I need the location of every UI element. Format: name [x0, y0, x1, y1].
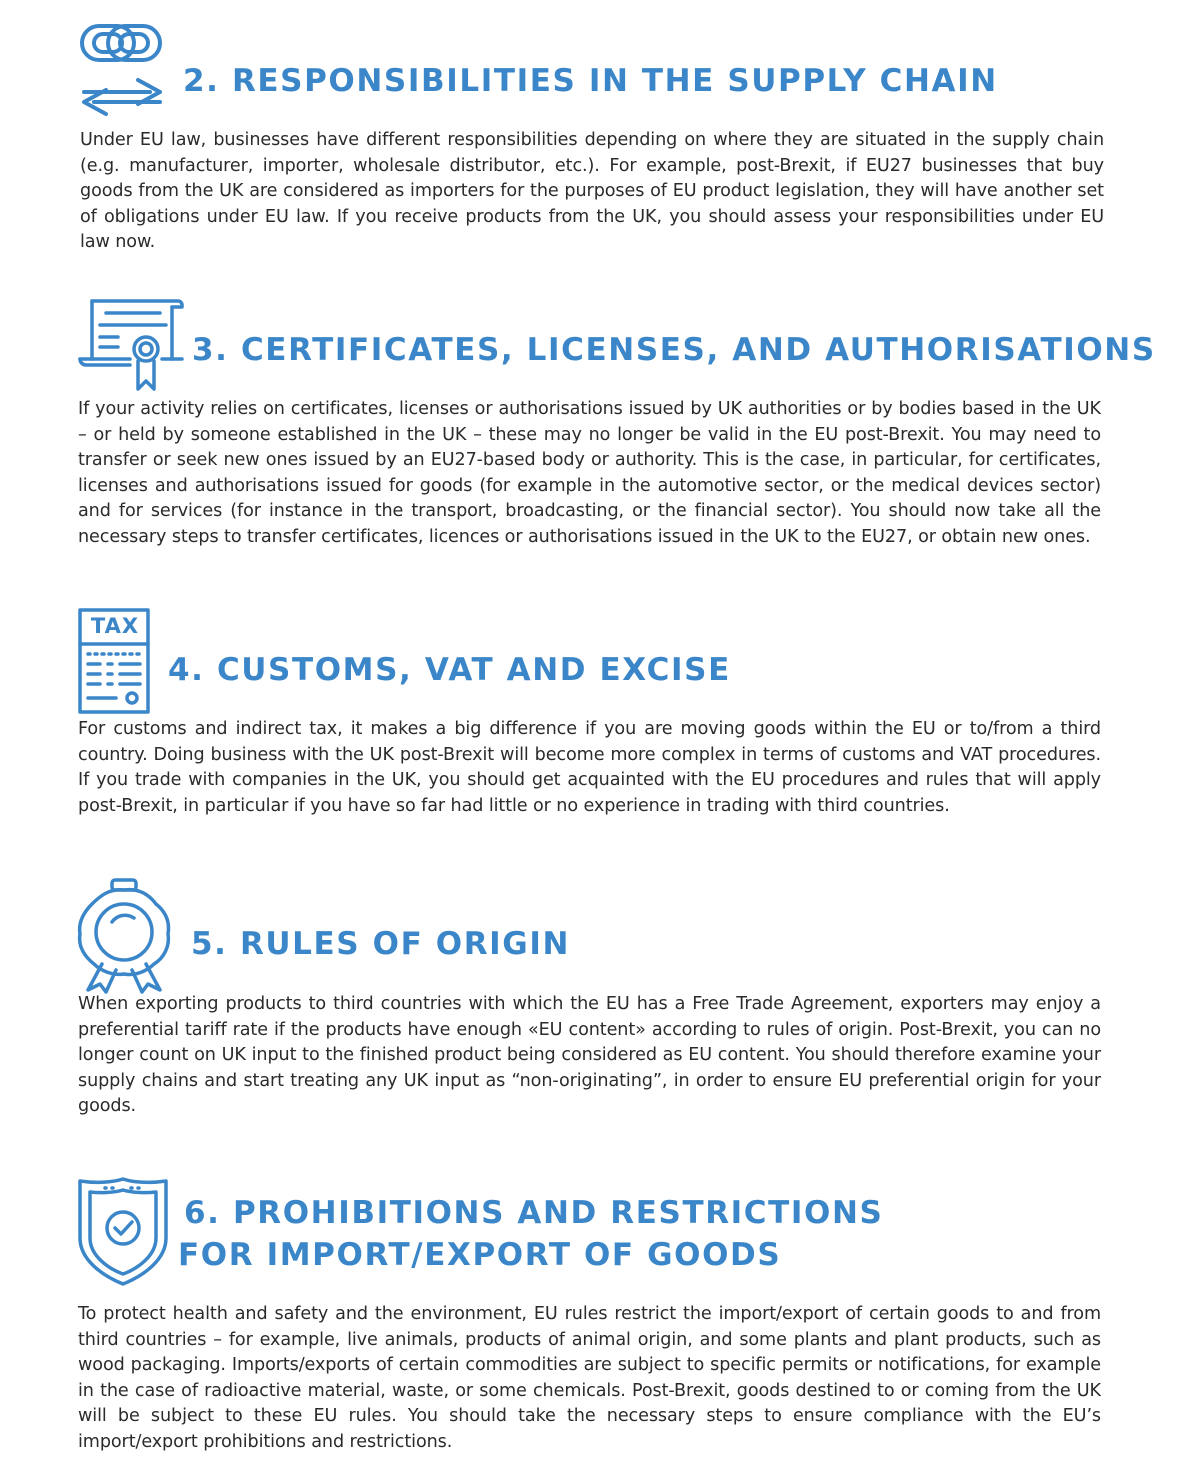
section-heading-line-1: 6. PROHIBITIONS AND RESTRICTIONS: [184, 1195, 884, 1231]
section-body: Under EU law, businesses have different responsibilities depending on where they are situated in the supply chain (e.g. manufacturer, importer, wholesale distributor, etc.). For example, post-Brexit, if EU27 businesses that buy goods from the UK are considered as importers for the purposes of EU product legislation, they will have another set of obligations under EU law. If you receive products from the UK, you should assess your responsibilities under EU law now.: [80, 130, 1104, 253]
section-heading: 4. CUSTOMS, VAT AND EXCISE: [168, 652, 731, 688]
section-heading: 3. CERTIFICATES, LICENSES, AND AUTHORISATIONS: [192, 332, 1156, 368]
shield-check-icon: [77, 1176, 169, 1288]
wax-seal-icon: [76, 878, 172, 994]
section-body: To protect health and safety and the environment, EU rules restrict the import/export of certain goods to and from third countries – for example, live animals, products of animal origin, and some plants and plant products, such as wood packaging. Imports/exports of certain commodities are subject to specific permits or notifications, for example in the case of radioactive material, waste, or some chemicals. Post-Brexit, goods destined to or coming from the UK will be subject to these EU rules. You should take the necessary steps to ensure compliance with the EU’s import/export prohibitions and restrictions.: [78, 1304, 1101, 1452]
chain-link-arrows-icon: [80, 22, 166, 118]
section-body: For customs and indirect tax, it makes a big difference if you are moving goods within the EU or to/from a third country. Doing business with the UK post-Brexit will become more complex in terms of customs and VAT procedures. If you trade with companies in the UK, you should get acquainted with the EU procedures and rules that will apply post-Brexit, in particular if you have so far had little or no experience in trading with third countries.: [78, 719, 1101, 816]
tax-document-icon: [78, 608, 152, 716]
section-heading: 2. RESPONSIBILITIES IN THE SUPPLY CHAIN: [183, 63, 998, 99]
tax-label: TAX: [90, 614, 140, 638]
certificate-icon: [78, 297, 184, 395]
section-heading-line-2: FOR IMPORT/EXPORT OF GOODS: [178, 1237, 782, 1273]
section-body: If your activity relies on certificates, licenses or authorisations issued by UK authorities or by bodies based in the UK – or held by someone established in the UK – these may no longer be valid in the EU post-Brexit. You may need to transfer or seek new ones issued by an EU27-based body or authority. This is the case, in particular, for certificates, licenses and authorisations issued for goods (for example in the automotive sector, or the medical devices sector) and for services (for instance in the transport, broadcasting, or the financial sector). You should now take all the necessary steps to transfer certificates, licences or authorisations issued in the UK to the EU27, or obtain new ones.: [78, 399, 1101, 547]
section-body: When exporting products to third countries with which the EU has a Free Trade Agreement, exporters may enjoy a preferential tariff rate if the products have enough «EU content» according to rules of origin. Post-Brexit, you can no longer count on UK input to the finished product being considered as EU content. You should therefore examine your supply chains and start treating any UK input as “non-originating”, in order to ensure EU preferential origin for your goods.: [78, 994, 1101, 1117]
section-heading: 5. RULES OF ORIGIN: [191, 926, 571, 962]
